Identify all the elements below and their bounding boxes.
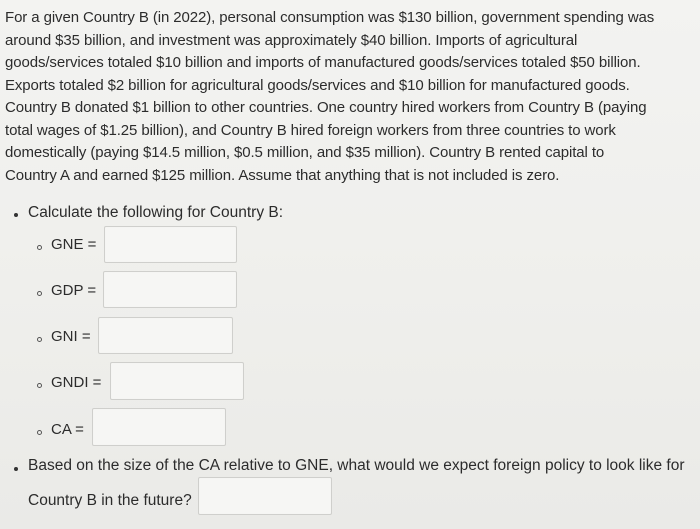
sub-bullet-icon	[37, 245, 42, 250]
gne-label: GNE =	[51, 236, 97, 253]
problem-statement	[5, 7, 697, 187]
bullet-point	[14, 467, 18, 471]
gni-input[interactable]	[98, 317, 233, 354]
problem-line: domestically (paying $14.5 million, $0.5 million, and $35 million). Country B rented capital to	[5, 144, 605, 161]
sub-bullet-icon	[37, 291, 42, 296]
gndi-input[interactable]	[110, 362, 244, 400]
sub-bullet-icon	[37, 430, 42, 435]
ca-label: CA =	[51, 421, 84, 438]
task2-prompt-line1: Based on the size of the CA relative to GNE, what would we expect foreign policy to look like for	[28, 457, 685, 474]
gdp-label: GDP =	[51, 282, 97, 299]
problem-line: Country A and earned $125 million. Assume that anything that is not included is zero.	[5, 166, 560, 184]
bullet-point	[14, 213, 18, 217]
problem-line: total wages of $1.25 billion), and Country B hired foreign workers from three countries to work	[5, 121, 616, 139]
gne-input[interactable]	[104, 226, 237, 263]
gni-label: GNI =	[51, 328, 91, 345]
gndi-label: GNDI =	[51, 374, 102, 391]
problem-line: goods/services totaled $10 billion and imports of manufactured goods/services totaled $50 billion.	[5, 54, 641, 71]
task2-prompt-line2: Country B in the future?	[28, 492, 192, 509]
sub-bullet-icon	[37, 383, 42, 388]
problem-line: Country B donated $1 billion to other countries. One country hired workers from Country B (paying	[5, 99, 647, 116]
task1-prompt: Calculate the following for Country B:	[28, 204, 284, 221]
gdp-input[interactable]	[103, 271, 237, 308]
sub-bullet-icon	[37, 337, 42, 342]
problem-line: around $35 billion, and investment was approximately $40 billion. Imports of agricultural	[5, 31, 578, 49]
problem-line: Exports totaled $2 billion for agricultural goods/services and $10 billion for manufactured goods.	[5, 76, 630, 94]
foreign-policy-input[interactable]	[198, 477, 332, 515]
problem-line: For a given Country B (in 2022), personal consumption was $130 billion, government spending was	[5, 9, 655, 26]
ca-input[interactable]	[92, 408, 226, 446]
